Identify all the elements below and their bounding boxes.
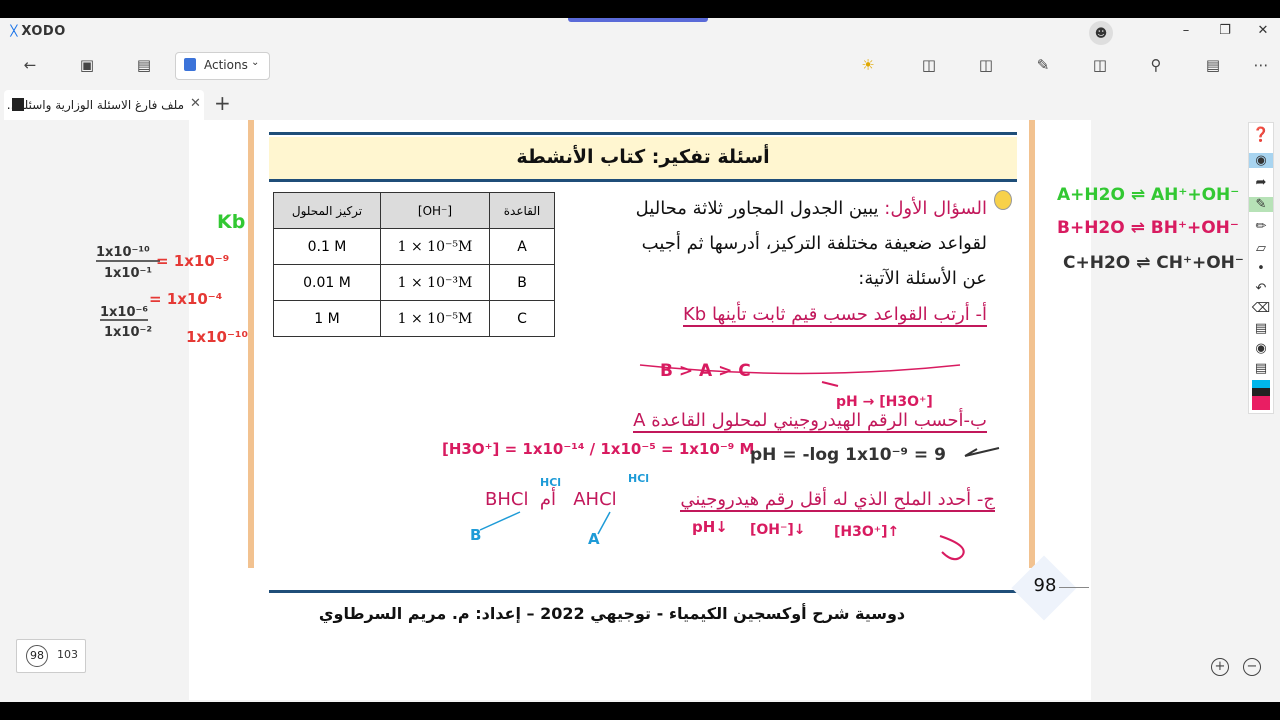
document-tab[interactable]: [4, 90, 204, 120]
table-cell: C: [490, 301, 555, 337]
pen-icon[interactable]: ✏: [1255, 219, 1267, 234]
table-header: القاعدة: [490, 193, 555, 229]
ink-h3o-up: [H3O⁺]↑: [834, 524, 900, 540]
main-toolbar: [0, 46, 1280, 86]
actions-icon: [184, 58, 196, 71]
more-icon[interactable]: ⋯: [1253, 56, 1269, 74]
save-icon[interactable]: ▣: [79, 56, 95, 74]
search-icon[interactable]: ⚲: [1150, 56, 1162, 74]
ink-hcl-1: HCl: [540, 476, 562, 489]
app-logo: [10, 24, 66, 39]
ink-eq1: A+H2O ⇌ AH⁺+OH⁻: [1057, 185, 1240, 205]
question-label: السؤال الأول:: [884, 198, 987, 219]
total-pages: 103: [57, 648, 78, 661]
compare-icon[interactable]: ◫: [978, 56, 994, 74]
ink-a-mark: A: [588, 530, 600, 548]
question-line-3: عن الأسئلة الآتية:: [858, 268, 987, 289]
ink-order: B > A > C: [660, 361, 751, 381]
close-window-button[interactable]: ✕: [1257, 23, 1269, 38]
part-b-text: ب-أحسب الرقم الهيدروجيني لمحلول القاعدة A: [633, 410, 987, 431]
ink-eq2: B+H2O ⇌ BH⁺+OH⁻: [1057, 218, 1239, 238]
document-workspace: [0, 120, 1280, 702]
panel-icon[interactable]: ◫: [1092, 56, 1108, 74]
zoom-in-icon[interactable]: +: [1211, 658, 1229, 676]
actions-label: Actions: [204, 58, 248, 72]
title-bar: [0, 18, 1280, 46]
eye-icon[interactable]: ◉: [1249, 153, 1273, 168]
notes-icon[interactable]: ▤: [1254, 361, 1268, 376]
share-icon[interactable]: ◫: [921, 56, 937, 74]
xodo-logo-icon: ᚷ: [10, 24, 19, 39]
app-name: XODO: [21, 24, 66, 39]
ink-calc1-num: 1x10⁻¹⁰: [96, 245, 150, 260]
table-cell: B: [490, 265, 555, 301]
board-icon[interactable]: ▤: [1254, 321, 1268, 336]
ink-kb: Kb: [217, 211, 246, 233]
drag-handle[interactable]: [568, 18, 708, 22]
question-text: يبين الجدول المجاور ثلاثة محاليل: [635, 198, 879, 219]
ink-calc1-den: 1x10⁻¹: [104, 266, 153, 281]
part-c-text: ج- أحدد الملح الذي له أقل رقم هيدروجيني: [680, 489, 995, 510]
close-tab-icon[interactable]: ✕: [190, 96, 201, 111]
minimize-button[interactable]: –: [1182, 23, 1190, 38]
ink-oh-down: [OH⁻]↓: [750, 522, 806, 538]
ink-h3o-calc: [H3O⁺] = 1x10⁻¹⁴ / 1x10⁻⁵ = 1x10⁻⁹ M: [442, 440, 755, 458]
ink-ph-calc: pH = -log 1x10⁻⁹ = 9: [750, 445, 946, 465]
ink-b-mark: B: [470, 526, 482, 544]
current-page: 98: [26, 645, 48, 667]
salt-2: BHCl: [485, 489, 529, 510]
tab-title: ملف فارغ الاسئلة الوزارية واسئلة...: [6, 98, 184, 112]
section-title: أسئلة تفكير: كتاب الأنشطة: [516, 146, 770, 168]
ink-dash: [822, 382, 838, 386]
salt-1: AHCl: [573, 489, 617, 510]
ink-annotations: [0, 120, 1280, 702]
chevron-down-icon: ⌄: [251, 57, 260, 68]
part-a-text: أ- أرتب القواعد حسب قيم ثابت تأينها Kb: [682, 304, 987, 325]
table-cell: 1 M: [274, 301, 381, 337]
tab-bar: [0, 86, 1280, 121]
annotation-toolbar: [1248, 122, 1274, 414]
edit-icon[interactable]: ✎: [1036, 56, 1050, 74]
file-icon[interactable]: ▤: [1205, 56, 1221, 74]
salt-or: أم: [539, 489, 557, 510]
save-as-icon[interactable]: ▤: [136, 56, 152, 74]
new-tab-button[interactable]: +: [214, 91, 231, 115]
dot-icon[interactable]: •: [1257, 261, 1265, 276]
ink-ph-relation: pH → [H3O⁺]: [836, 394, 933, 410]
ink-eq3: C+H2O ⇌ CH⁺+OH⁻: [1063, 253, 1244, 273]
eraser-icon[interactable]: ▱: [1256, 241, 1266, 256]
restore-button[interactable]: ❐: [1219, 23, 1231, 38]
user-icon[interactable]: ☻: [1089, 21, 1113, 45]
ink-calc3-res: 1x10⁻¹⁰: [186, 328, 249, 346]
table-cell: A: [490, 229, 555, 265]
ink-curl: [940, 536, 964, 559]
actions-dropdown[interactable]: [175, 52, 270, 80]
undo-icon[interactable]: ↶: [1255, 281, 1267, 296]
ink-calc2-num: 1x10⁻⁶: [100, 305, 149, 320]
ink-arrow: [965, 448, 999, 456]
table-header: [OH⁻]: [381, 193, 490, 229]
ink-calc2-res: = 1x10⁻⁴: [149, 290, 223, 308]
question-line-2: لقواعد ضعيفة مختلفة التركيز، أدرسها ثم أجيب: [641, 233, 987, 254]
table-cell: 1 × 10⁻⁵M: [381, 301, 490, 337]
cursor-icon[interactable]: ➦: [1255, 175, 1267, 190]
zoom-out-icon[interactable]: −: [1243, 658, 1261, 676]
highlighter-icon[interactable]: ✎: [1249, 197, 1273, 212]
table-cell: 1 × 10⁻⁵M: [381, 229, 490, 265]
ink-calc1-res: = 1x10⁻⁹: [156, 252, 230, 270]
table-cell: 1 × 10⁻³M: [381, 265, 490, 301]
trash-icon[interactable]: ⌫: [1251, 301, 1271, 316]
help-icon[interactable]: ❓: [1252, 127, 1270, 143]
table-cell: 0.01 M: [274, 265, 381, 301]
table-cell: 0.1 M: [274, 229, 381, 265]
page-number: 98: [1033, 575, 1057, 596]
xodo-window: [0, 18, 1280, 702]
color-pink-swatch[interactable]: [1252, 396, 1270, 410]
ink-ph-down: pH↓: [692, 518, 728, 536]
ink-calc2-den: 1x10⁻²: [104, 325, 153, 340]
camera-icon[interactable]: ◉: [1255, 341, 1267, 356]
lightbulb-icon[interactable]: ☀: [861, 56, 875, 74]
ink-hcl-2: HCl: [628, 472, 650, 485]
back-arrow-icon[interactable]: ←: [23, 56, 37, 74]
footer-text: دوسية شرح أوكسجين الكيمياء - توجيهي 2022 – إعداد: م. مريم السرطاوي: [318, 604, 906, 623]
table-header: تركيز المحلول: [274, 193, 381, 229]
